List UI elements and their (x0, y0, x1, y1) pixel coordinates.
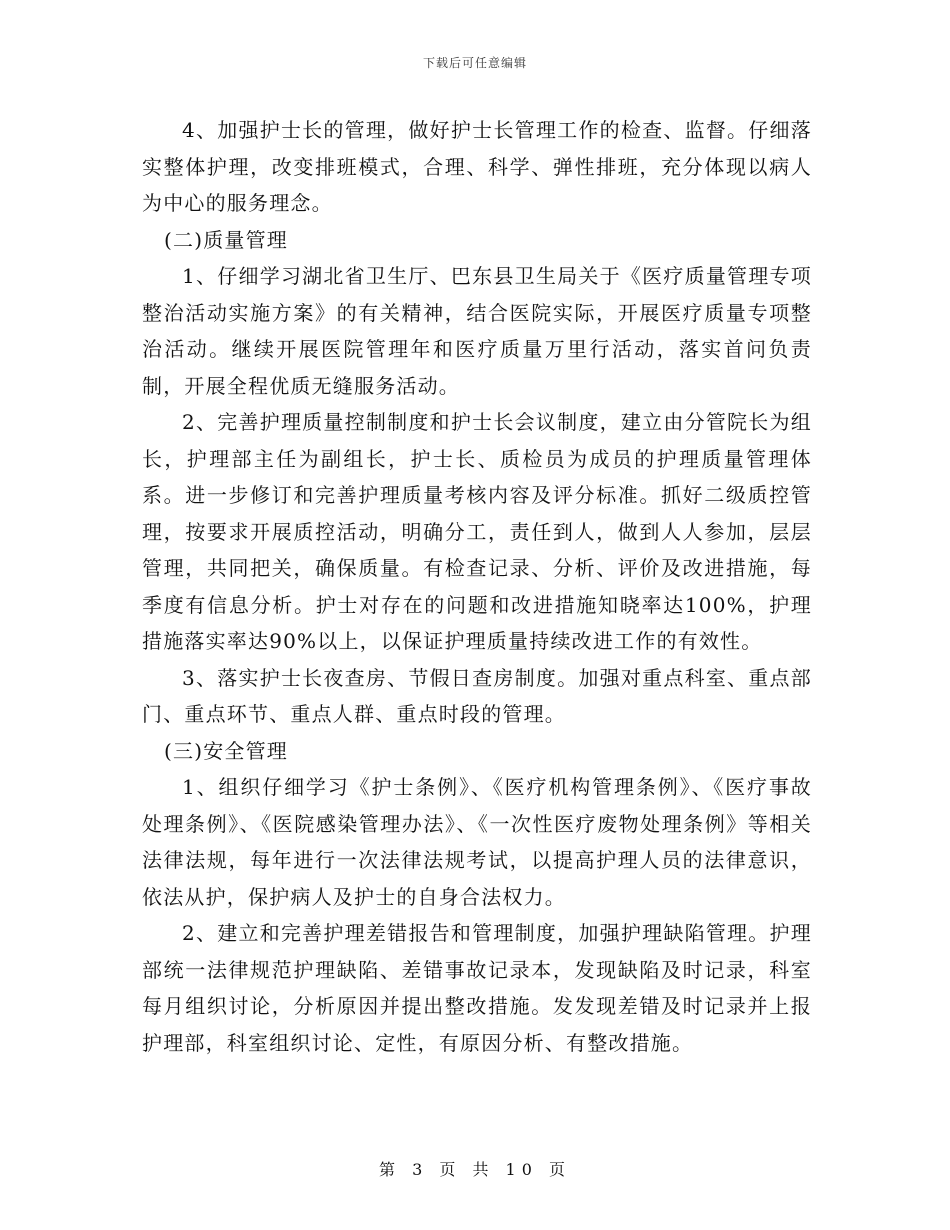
paragraph-legal-study: 1、组织仔细学习《护士条例》、《医疗机构管理条例》、《医疗事故处理条例》、《医院感染管理办法》、《一次性医疗废物处理条例》等相关法律法规，每年进行一次法律法规考试，以提高护理人员的法律意识，依法从护，保护病人及护士的自身合法权力。 (142, 775, 812, 909)
paragraph-error-reporting: 2、建立和完善护理差错报告和管理制度，加强护理缺陷管理。护理部统一法律规范护理缺陷、差错事故记录本，发现缺陷及时记录，科室每月组织讨论，分析原因并提出整改措施。发发现差错及时记录并上报护理部，科室组织讨论、定性，有原因分析、有整改措施。 (142, 921, 812, 1055)
page-header: 下载后可任意编辑 (422, 56, 527, 70)
paragraph-head-nurse-management: 4、加强护士长的管理，做好护士长管理工作的检查、监督。仔细落实整体护理，改变排班模式，合理、科学、弹性排班，充分体现以病人为中心的服务理念。 (142, 118, 812, 215)
paragraph-quality-study: 1、仔细学习湖北省卫生厅、巴东县卫生局关于《医疗质量管理专项整治活动实施方案》的有关精神，结合医院实际，开展医疗质量专项整治活动。继续开展医院管理年和医疗质量万里行活动，落实首问负责制，开展全程优质无缝服务活动。 (142, 264, 812, 398)
paragraph-quality-control-system: 2、完善护理质量控制制度和护士长会议制度，建立由分管院长为组长，护理部主任为副组长，护士长、质检员为成员的护理质量管理体系。进一步修订和完善护理质量考核内容及评分标准。抓好二级质控管理，按要求开展质控活动，明确分工，责任到人，做到人人参加，层层管理，共同把关，确保质量。有检查记录、分析、评价及改进措施，每季度有信息分析。护士对存在的问题和改进措施知晓率达100%，护理措施落实率达90%以上，以保证护理质量持续改进工作的有效性。 (142, 410, 812, 653)
section-heading-quality-management: (二)质量管理 (164, 227, 289, 252)
paragraph-night-rounds: 3、落实护士长夜查房、节假日查房制度。加强对重点科室、重点部门、重点环节、重点人群、重点时段的管理。 (142, 665, 812, 726)
section-heading-safety-management: (三)安全管理 (164, 738, 289, 763)
page-number-footer: 第 3 页 共 10 页 (379, 1160, 571, 1179)
document-body (142, 112, 812, 1061)
